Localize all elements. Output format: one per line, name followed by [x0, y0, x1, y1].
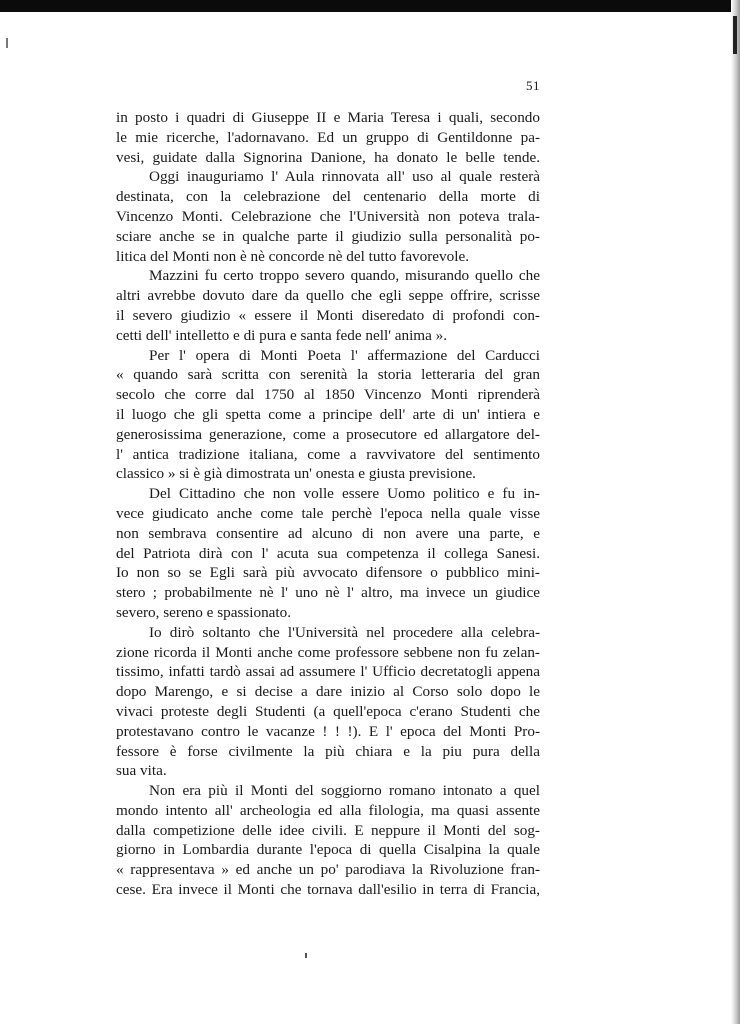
text-line: cese. Era invece il Monti che tornava dall'esilio in terra di Francia,	[116, 881, 540, 899]
text-line: vivaci proteste degli Studenti (a quell'epoca c'erano Studenti che	[116, 702, 540, 720]
text-line: tissimo, infatti tardò assai ad assumere l' Ufficio decretatogli appena	[116, 663, 540, 681]
paragraph-start-line: Mazzini fu certo troppo severo quando, misurando quello che	[149, 267, 540, 285]
text-line: del Patriota dirà con l' acuta sua competenza il collega Sanesi.	[116, 544, 540, 562]
body-text	[116, 108, 540, 900]
scan-speck	[305, 953, 307, 958]
text-line: sciare anche se in qualche parte il giudizio sulla personalità po-	[116, 227, 540, 245]
text-line: protestavano contro le vacanze ! ! !). E l' epoca del Monti Pro-	[116, 722, 540, 740]
paragraph-end-line: classico » si è già dimostrata un' onesta e giusta previsione.	[116, 465, 476, 483]
scan-right-notch	[733, 16, 737, 54]
text-line: dopo Marengo, e si decise a dare inizio al Corso solo dopo le	[116, 683, 540, 701]
paragraph-start-line: Io dirò soltanto che l'Università nel procedere alla celebra-	[149, 623, 540, 641]
text-line: fessore è forse civilmente la più chiara e la piu pura della	[116, 742, 540, 760]
paragraph-end-line: litica del Monti non è nè concorde nè del tutto favorevole.	[116, 247, 469, 265]
scan-left-mark	[6, 38, 8, 48]
text-line: altri avrebbe dovuto dare da quello che egli seppe offrire, scrisse	[116, 287, 540, 305]
paragraph-start-line: Non era più il Monti del soggiorno romano intonato a quel	[149, 782, 540, 800]
text-line: non sembrava consentire ad alcuno di non avere una parte, e	[116, 524, 540, 542]
text-line: le mie ricerche, l'adornavano. Ed un gruppo di Gentildonne pa-	[116, 128, 540, 146]
text-line: destinata, con la celebrazione del centenario della morte di	[116, 188, 540, 206]
text-line: « quando sarà scritta con serenità la storia letteraria del gran	[116, 366, 540, 384]
scan-right-edge	[731, 0, 740, 1024]
text-line: stero ; probabilmente nè l' uno nè l' altro, ma invece un giudice	[116, 584, 540, 602]
paragraph-end-line: sua vita.	[116, 762, 167, 780]
text-line: l' antica tradizione italiana, come a ravvivatore del sentimento	[116, 445, 540, 463]
text-line: « rappresentava » ed anche un po' parodiava la Rivoluzione fran-	[116, 861, 540, 879]
text-line: secolo che corre dal 1750 al 1850 Vincenzo Monti riprenderà	[116, 386, 540, 404]
text-line: il severo giudizio « essere il Monti diseredato di profondi con-	[116, 306, 540, 324]
text-line: vesi, guidate dalla Signorina Danione, ha donato le belle tende.	[116, 148, 540, 166]
text-line: Io non so se Egli sarà più avvocato difensore o pubblico mini-	[116, 564, 540, 582]
text-line: in posto i quadri di Giuseppe II e Maria Teresa i quali, secondo	[116, 109, 540, 126]
page-number: 51	[526, 78, 540, 93]
text-line: giorno in Lombardia durante l'epoca di quella Cisalpina la quale	[116, 841, 540, 859]
text-line: vece giudicato anche come tale perchè l'epoca nella quale visse	[116, 504, 540, 522]
text-line: Vincenzo Monti. Celebrazione che l'Università non poteva trala-	[116, 207, 540, 225]
text-line: mondo intento all' archeologia ed alla filologia, ma quasi assente	[116, 801, 540, 819]
paragraph-end-line: cetti dell' intelletto e di pura e santa fede nell' anima ».	[116, 326, 448, 344]
paragraph-start-line: Oggi inauguriamo l' Aula rinnovata all' uso al quale resterà	[149, 168, 540, 186]
text-line: zione ricorda il Monti anche come professore sebbene non fu zelan-	[116, 643, 540, 661]
paragraph-start-line: Del Cittadino che non volle essere Uomo politico e fu in-	[149, 485, 540, 503]
text-line: il luogo che gli spetta come a principe dell' arte di un' intiera e	[116, 405, 540, 423]
text-line: dalla competizione delle idee civili. E neppure il Monti del sog-	[116, 821, 540, 839]
scan-top-border	[0, 0, 740, 12]
text-line: generosissima generazione, come a prosecutore ed allargatore del-	[116, 425, 540, 443]
paragraph-end-line: severo, sereno e spassionato.	[116, 603, 292, 621]
paragraph-start-line: Per l' opera di Monti Poeta l' affermazione del Carducci	[149, 346, 540, 364]
